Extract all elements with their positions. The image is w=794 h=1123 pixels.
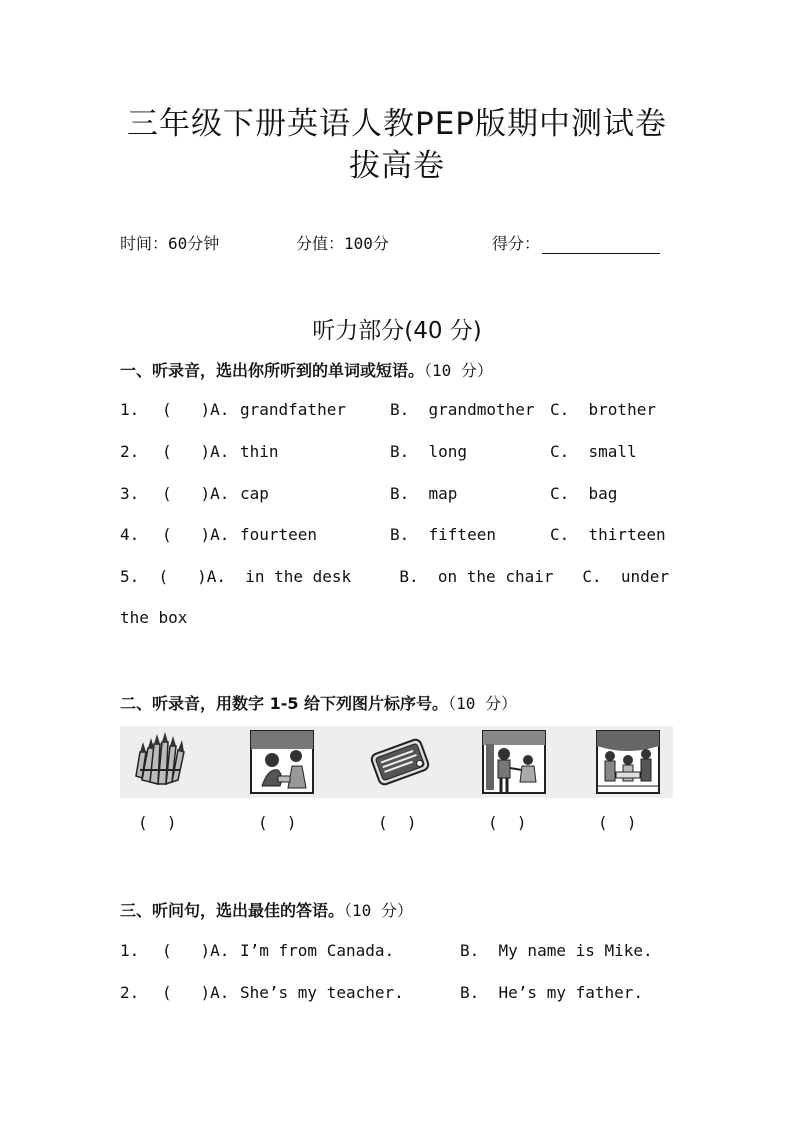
- answer-paren[interactable]: ( )A.: [162, 525, 230, 544]
- option-b: B. He’s my father.: [460, 983, 644, 1002]
- answer-paren[interactable]: ( )A.: [162, 941, 230, 960]
- option-c: C. thirteen: [550, 525, 666, 544]
- crayons-icon: [128, 730, 192, 794]
- picture-order-paren[interactable]: ( ): [138, 813, 177, 832]
- option-a: I’m from Canada.: [240, 941, 395, 960]
- section1-item5-line2: the box: [120, 608, 188, 627]
- picture-strip: [120, 726, 673, 798]
- score-blank[interactable]: [542, 235, 660, 254]
- item-number: 1.: [120, 941, 140, 960]
- picture-order-paren[interactable]: ( ): [378, 813, 417, 832]
- section1-title: 一、听录音，选出你所听到的单词或短语。: [120, 361, 425, 380]
- answer-paren[interactable]: ( )A.: [162, 442, 230, 461]
- answer-paren[interactable]: ( )A.: [162, 484, 230, 503]
- item-number: 2.: [120, 983, 140, 1002]
- option-b: B. My name is Mike.: [460, 941, 653, 960]
- picture-order-paren[interactable]: ( ): [598, 813, 637, 832]
- section3-points: （10 分）: [344, 901, 413, 920]
- boy-and-girl-talking-icon: [482, 730, 546, 794]
- exam-subtitle: 拔高卷: [349, 148, 445, 184]
- item-number: 4.: [120, 525, 140, 544]
- option-a: fourteen: [240, 525, 318, 544]
- value-info: 分值：100分: [296, 234, 389, 253]
- option-c: C. bag: [550, 484, 618, 503]
- answer-paren[interactable]: ( )A.: [162, 983, 230, 1002]
- children-playing-icon: [250, 730, 314, 794]
- option-b: B. grandmother: [390, 400, 535, 419]
- score-field[interactable]: [492, 231, 660, 254]
- answer-paren[interactable]: ( )A.: [162, 400, 230, 419]
- exam-title: 三年级下册英语人教PEP版期中测试卷: [127, 106, 667, 142]
- option-a: cap: [240, 484, 269, 503]
- section1-heading: [120, 358, 493, 381]
- picture-order-paren[interactable]: ( ): [258, 813, 297, 832]
- section2-heading: [120, 691, 517, 714]
- option-a: She’s my teacher.: [240, 983, 404, 1002]
- picture-order-paren[interactable]: ( ): [488, 813, 527, 832]
- students-group-icon: [596, 730, 660, 794]
- option-a: thin: [240, 442, 279, 461]
- score-label: 得分：: [492, 234, 541, 253]
- section1-item5-line1: 5. ( )A. in the desk B. on the chair C. under: [120, 567, 670, 586]
- option-c: C. small: [550, 442, 637, 461]
- pencil-case-icon: [368, 730, 432, 794]
- item-number: 1.: [120, 400, 140, 419]
- section3-heading: [120, 898, 413, 921]
- option-b: B. map: [390, 484, 458, 503]
- section3-title: 三、听问句，选出最佳的答语。: [120, 901, 345, 920]
- time-info: 时间：60分钟: [120, 234, 220, 253]
- option-c: C. brother: [550, 400, 656, 419]
- section1-points: （10 分）: [424, 361, 493, 380]
- item-number: 2.: [120, 442, 140, 461]
- section2-title: 二、听录音，用数字 1-5 给下列图片标序号。: [120, 694, 449, 713]
- option-b: B. long: [390, 442, 468, 461]
- option-a: grandfather: [240, 400, 346, 419]
- item-number: 3.: [120, 484, 140, 503]
- section2-points: （10 分）: [448, 694, 517, 713]
- option-b: B. fifteen: [390, 525, 496, 544]
- listening-section-title: 听力部分(40 分): [312, 318, 482, 344]
